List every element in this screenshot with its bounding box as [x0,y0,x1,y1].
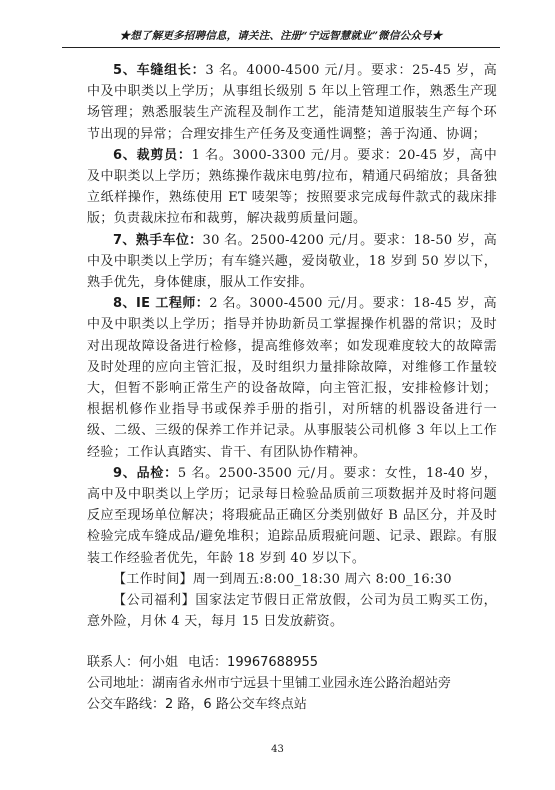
job-item-sewing-leader [87,60,497,145]
work-time [87,569,497,590]
company-benefits [87,590,497,632]
job-item-skilled-sewer [87,230,497,294]
contact-person-label: 联系人： [87,655,140,670]
bus-label: 公交车路线： [87,697,166,712]
bus-route: 2 路，6 路公交车终点站 [165,697,307,712]
company-address: 湖南省永州市宁远县十里铺工业园永连公路治超站旁 [152,676,452,691]
job-title: 7、熟手车位： [113,232,203,248]
job-description: 5 名。2500-3500 元/月。要求：女性，18-40 岁，高中及中职类以上学历；记录每日检验品质前三项数据并及时将问题反应至现场单位解决；将瑕疵品正确区分类别做好 B 品区分，并及时检验完成车缝成品/避免堆积；追踪品质瑕疵问题、记录、跟踪。有服装工作经验者优先，年龄 18 岁到 40 岁以下。 [87,465,498,566]
job-title: 6、裁剪员： [113,147,192,163]
job-title: 8、IE 工程师： [113,296,210,312]
job-title: 9、品检： [113,465,178,481]
job-description: 3 名。4000-4500 元/月。要求：25-45 岁，高中及中职类以上学历；从事组长级别 5 年以上管理工作，熟悉生产现场管理；熟悉服装生产流程及制作工艺，能清楚知道服装生产每个环节出现的异常；合理安排生产任务及变通性调整；善于沟通、协调； [87,63,497,142]
phone-number[interactable]: 19967688955 [227,655,319,670]
phone-label: 电话： [188,655,228,670]
job-description: 30 名。2500-4200 元/月。要求：18-50 岁，高中及中职类以上学历；有车缝兴趣，爱岗敬业，18 岁到 50 岁以下，熟手优先，身体健康，服从工作安排。 [87,232,497,291]
job-description: 2 名。3000-4500 元/月。要求：18-45 岁，高中及中职类以上学历；指导并协助新员工掌握操作机器的常识；及时对出现故障设备进行检修，提高维修效率；如发现难度较大的故障需及时处理的应向主管汇报，及时组织力量排除故障，对维修工作量较大，但暂不影响正常生产的设备故障，向主管汇报，安排检修计划；根据机修作业指导书或保养手册的指引，对所辖的机器设备进行一级、二级、三级的保养工作并记录。从事服装公司机修 3 年以上工作经验；工作认真踏实、肯干、有团队协作精神。 [87,296,497,460]
work-time-label: 【工作时间】 [113,571,193,587]
address-line [87,673,507,694]
benefits-value: 国家法定节假日正常放假，公司为员工购买工伤，意外险，月休 4 天，每月 15 日发放薪资。 [87,593,497,630]
contact-block [87,652,507,715]
job-description: 1 名。3000-3300 元/月。要求：20-45 岁，高中及中职类以上学历；熟练操作裁床电剪/拉布，精通尺码缩放；具备独立纸样操作，熟练使用 ET 唛架等；按照要求完成每件款式的裁床排版；负责裁床拉布和裁剪，解决裁剪质量问题。 [87,147,497,227]
job-item-cutter [87,145,497,230]
work-time-value: 周一到周五:8:00_18:30 周六 8:00_16:30 [192,571,452,587]
job-listing-body [87,60,497,632]
page-header: ★想了解更多招聘信息，请关注、注册“宁远智慧就业”微信公众号★ [119,30,443,42]
address-label: 公司地址： [87,676,153,691]
contact-person: 何小姐 [139,655,179,670]
bus-line [87,694,507,715]
job-item-ie-engineer [87,293,497,463]
page-number: 43 [271,744,284,755]
job-item-quality-inspector [87,463,497,569]
contact-line [87,652,507,673]
job-title: 5、车缝组长： [113,63,206,78]
benefits-label: 【公司福利】 [113,593,196,609]
header-divider [62,47,500,48]
